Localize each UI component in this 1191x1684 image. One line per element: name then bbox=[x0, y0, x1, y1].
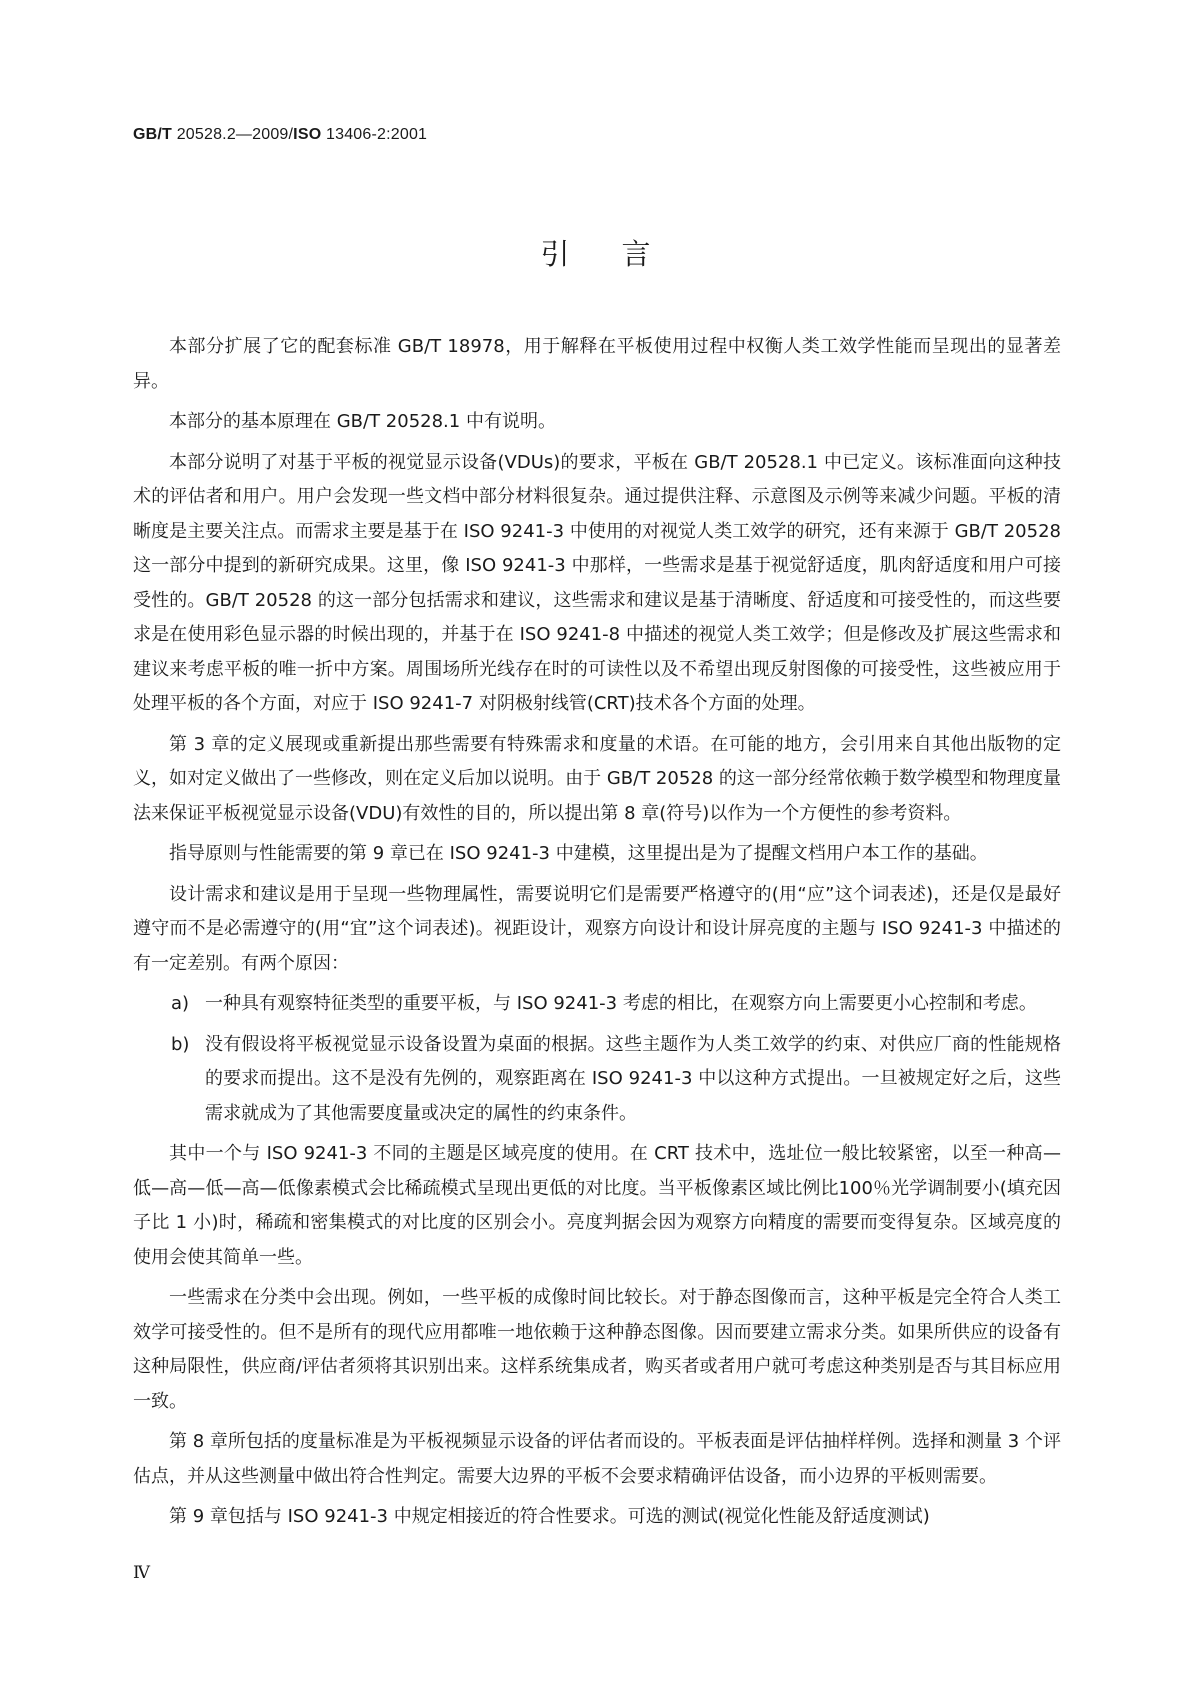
std-gb-number: 20528.2—2009/ bbox=[176, 126, 294, 143]
std-gb-label: GB/T bbox=[133, 126, 173, 143]
paragraph: 指导原则与性能需要的第 9 章已在 ISO 9241-3 中建模，这里提出是为了提醒文档用户本工作的基础。 bbox=[169, 843, 988, 864]
list-item-label: a) bbox=[171, 993, 190, 1014]
paragraph: 第 9 章包括与 ISO 9241-3 中规定相接近的符合性要求。可选的测试(视觉化性能及舒适度测试) bbox=[169, 1506, 930, 1527]
paragraph: 第 3 章的定义展现或重新提出那些需要有特殊需求和度量的术语。在可能的地方，会引用来自其他出版物的定义，如对定义做出了一些修改，则在定义后加以说明。由于 GB/T 20528 的这一部分经常依赖于数学模型和物理度量法来保证平板视觉显示设备(VDU)有效性的目的，所以提出第 8 章(符号)以作为一个方便性的参考资料。 bbox=[133, 733, 1061, 824]
list-item-label: b) bbox=[171, 1033, 190, 1055]
paragraph: 本部分说明了对基于平板的视觉显示设备(VDUs)的要求，平板在 GB/T 20528.1 中已定义。该标准面向这种技术的评估者和用户。用户会发现一些文档中部分材料很复杂。通过提供注释、示意图及示例等来减少问题。平板的清晰度是主要关注点。而需求主要是基于在 ISO 9241-3 中使用的对视觉人类工效学的研究，还有来源于 GB/T 20528 这一部分中提到的新研究成果。这里，像 ISO 9241-3 中那样，一些需求是基于视觉舒适度，肌肉舒适度和用户可接受性的。GB/T 20528 的这一部分包括需求和建议，这些需求和建议是基于清晰度、舒适度和可接受性的，而这些要求是在使用彩色显示器的时候出现的，并基于在 ISO 9241-8 中描述的视觉人类工效学；但是修改及扩展这些需求和建议来考虑平板的唯一折中方案。周围场所光线存在时的可读性以及不希望出现反射图像的可接受性，这些被应用于处理平板的各个方面，对应于 ISO 9241-7 对阴极射线管(CRT)技术各个方面的处理。 bbox=[133, 451, 1061, 714]
paragraph: 一些需求在分类中会出现。例如，一些平板的成像时间比较长。对于静态图像而言，这种平板是完全符合人类工效学可接受性的。但不是所有的现代应用都唯一地依赖于这种静态图像。因而要建立需求分类。如果所供应的设备有这种局限性，供应商/评估者须将其识别出来。这样系统集成者，购买者或者用户就可考虑这种类别是否与其目标应用一致。 bbox=[133, 1287, 1061, 1412]
list-item bbox=[133, 987, 1061, 1022]
std-iso-label: ISO bbox=[293, 126, 322, 143]
std-iso-number: 13406-2:2001 bbox=[326, 126, 428, 143]
body-text bbox=[133, 330, 1061, 1535]
paragraph: 设计需求和建议是用于呈现一些物理属性，需要说明它们是需要严格遵守的(用“应”这个词表述)，还是仅是最好遵守而不是必需遵守的(用“宜”这个词表述)。视距设计，观察方向设计和设计屏亮度的主题与 ISO 9241-3 中描述的有一定差别。有两个原因： bbox=[133, 883, 1061, 974]
paragraph: 其中一个与 ISO 9241-3 不同的主题是区域亮度的使用。在 CRT 技术中，选址位一般比较紧密，以至一种高—低—高—低—高—低像素模式会比稀疏模式呈现出更低的对比度。当平板像素区域比例比100％光学调制要小(填充因子比 1 小)时，稀疏和密集模式的对比度的区别会小。亮度判据会因为观察方向精度的需要而变得复杂。区域亮度的使用会使其简单一些。 bbox=[133, 1143, 1061, 1268]
list-item-text: 一种具有观察特征类型的重要平板，与 ISO 9241-3 考虑的相比，在观察方向上需要更小心控制和考虑。 bbox=[205, 993, 1037, 1014]
page-number: Ⅳ bbox=[133, 1563, 150, 1583]
paragraph: 本部分的基本原理在 GB/T 20528.1 中有说明。 bbox=[169, 411, 556, 432]
list-item bbox=[133, 1028, 1061, 1132]
paragraph: 第 8 章所包括的度量标准是为平板视频显示设备的评估者而设的。平板表面是评估抽样样例。选择和测量 3 个评估点，并从这些测量中做出符合性判定。需要大边界的平板不会要求精确评估设备，而小边界的平板则需要。 bbox=[133, 1431, 1061, 1487]
paragraph: 本部分扩展了它的配套标准 GB/T 18978，用于解释在平板使用过程中权衡人类工效学性能而呈现出的显著差异。 bbox=[133, 336, 1061, 392]
standard-number bbox=[133, 126, 427, 144]
page-title: 引言 bbox=[540, 237, 703, 271]
list-item-text: 没有假设将平板视觉显示设备设置为桌面的根据。这些主题作为人类工效学的约束、对供应厂商的性能规格的要求而提出。这不是没有先例的，观察距离在 ISO 9241-3 中以这种方式提出。一旦被规定好之后，这些需求就成为了其他需要度量或决定的属性的约束条件。 bbox=[205, 1033, 1061, 1124]
